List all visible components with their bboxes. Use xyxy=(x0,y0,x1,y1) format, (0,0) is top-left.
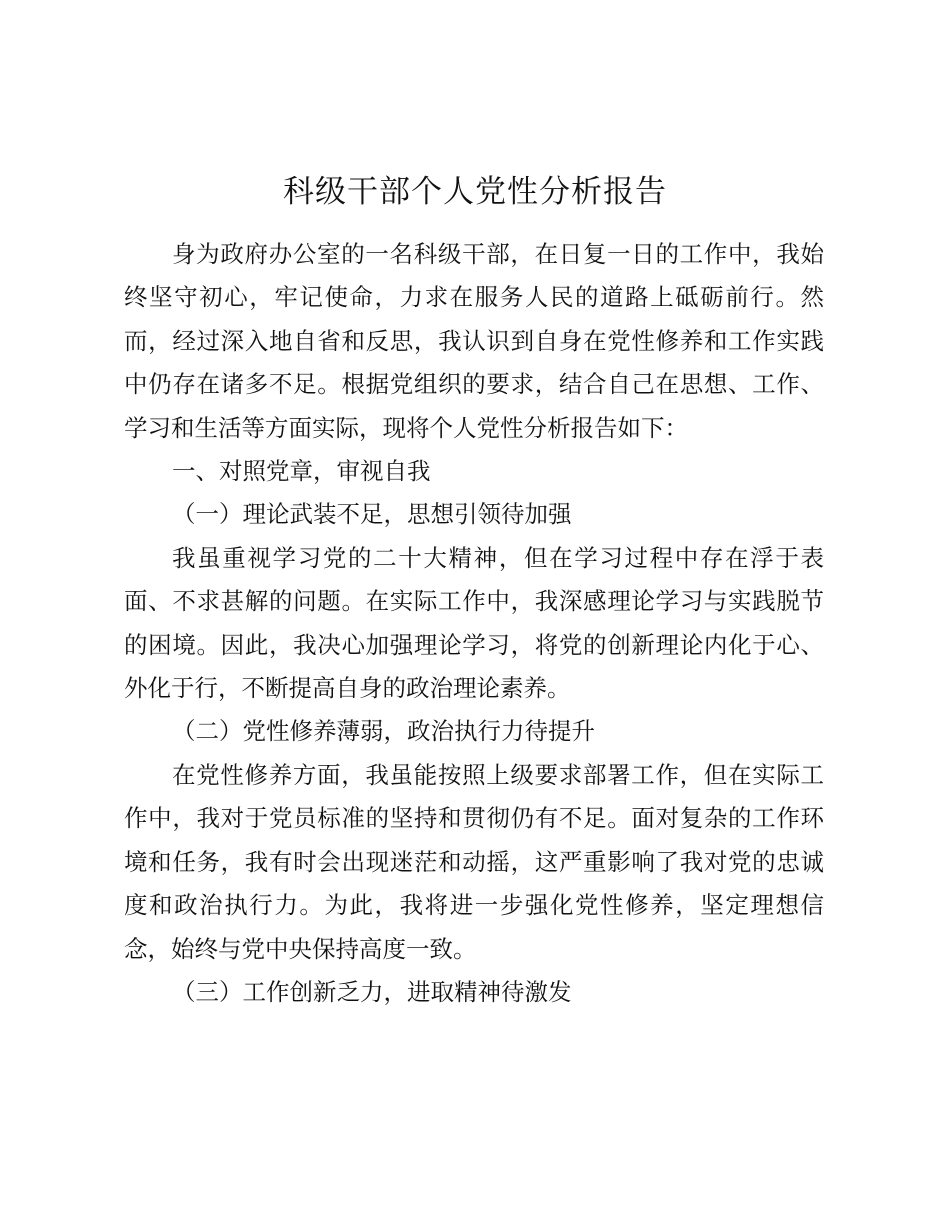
intro-paragraph: 身为政府办公室的一名科级干部，在日复一日的工作中，我始终坚守初心，牢记使命，力求在服务人民的道路上砥砺前行。然而，经过深入地自省和反思，我认识到自身在党性修养和工作实践中仍存在诸多不足。根据党组织的要求，结合自己在思想、工作、学习和生活等方面实际，现将个人党性分析报告如下： xyxy=(124,240,824,442)
subsection-heading-1: （一）理论武装不足，思想引领待加强 xyxy=(172,500,572,529)
document-title: 科级干部个人党性分析报告 xyxy=(283,174,667,210)
body-paragraph-1: 我虽重视学习党的二十大精神，但在学习过程中存在浮于表面、不求甚解的问题。在实际工作中，我深感理论学习与实践脱节的困境。因此，我决心加强理论学习，将党的创新理论内化于心、外化于行，不断提高自身的政治理论素养。 xyxy=(124,543,824,703)
section-heading-1: 一、对照党章，审视自我 xyxy=(172,457,431,486)
document-body xyxy=(124,233,824,1014)
subsection-heading-3: （三）工作创新乏力，进取精神待激发 xyxy=(172,977,572,1006)
subsection-heading-2: （二）党性修养薄弱，政治执行力待提升 xyxy=(172,717,595,746)
body-paragraph-2: 在党性修养方面，我虽能按照上级要求部署工作，但在实际工作中，我对于党员标准的坚持和贯彻仍有不足。面对复杂的工作环境和任务，我有时会出现迷茫和动摇，这严重影响了我对党的忠诚度和政治执行力。为此，我将进一步强化党性修养，坚定理想信念，始终与党中央保持高度一致。 xyxy=(124,760,824,963)
